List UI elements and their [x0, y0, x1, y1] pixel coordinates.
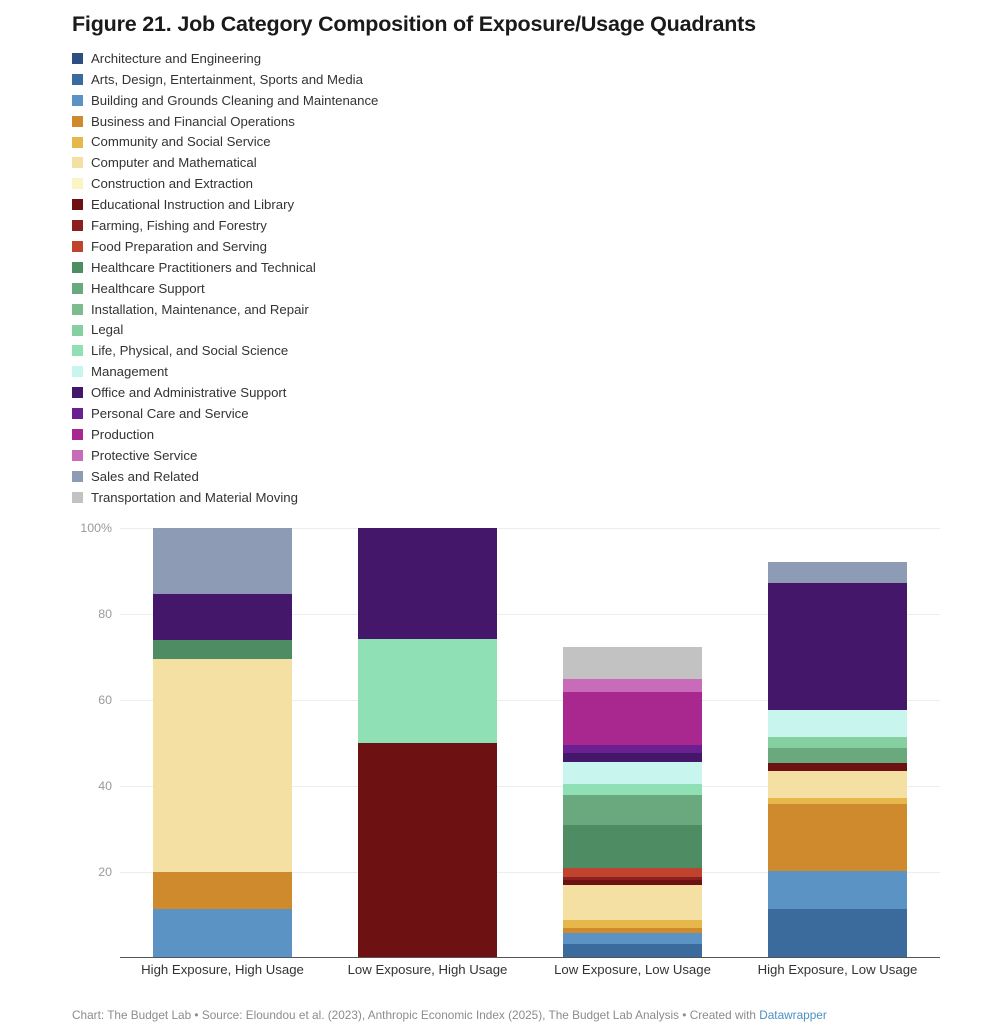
legend-swatch-icon [72, 262, 83, 273]
y-axis [72, 521, 120, 958]
legend-item[interactable] [72, 132, 772, 153]
stacked-bar[interactable] [768, 528, 907, 958]
legend-swatch-icon [72, 387, 83, 398]
legend-item-label: Legal [91, 322, 124, 338]
legend-item[interactable] [72, 278, 772, 299]
bar-segment[interactable] [563, 784, 702, 796]
legend-item[interactable] [72, 487, 772, 508]
legend-item-label: Community and Social Service [91, 134, 271, 150]
y-axis-tick-label: 60 [98, 693, 112, 707]
legend-swatch-icon [72, 137, 83, 148]
legend-item[interactable] [72, 215, 772, 236]
legend-item-label: Sales and Related [91, 468, 199, 484]
y-axis-tick-label: 40 [98, 779, 112, 793]
stacked-bar[interactable] [563, 528, 702, 958]
y-axis-tick-label: 80 [98, 607, 112, 621]
legend-item[interactable] [72, 340, 772, 361]
legend-item-label: Arts, Design, Entertainment, Sports and Media [91, 71, 363, 87]
bar-segment[interactable] [563, 753, 702, 762]
legend-swatch-icon [72, 178, 83, 189]
legend-item-label: Transportation and Material Moving [91, 489, 298, 505]
bar-segment[interactable] [768, 737, 907, 748]
bar-segment[interactable] [563, 745, 702, 753]
bar-slot [325, 528, 530, 958]
bar-segment[interactable] [358, 528, 497, 639]
bar-segment[interactable] [563, 647, 702, 679]
datawrapper-link[interactable]: Datawrapper [759, 1008, 827, 1022]
bar-segment[interactable] [768, 771, 907, 798]
legend-swatch-icon [72, 220, 83, 231]
legend-item[interactable] [72, 236, 772, 257]
legend-item-label: Farming, Fishing and Forestry [91, 217, 267, 233]
legend-item-label: Production [91, 426, 155, 442]
legend-swatch-icon [72, 95, 83, 106]
bar-segment[interactable] [768, 748, 907, 763]
legend-swatch-icon [72, 408, 83, 419]
legend-item-label: Personal Care and Service [91, 405, 249, 421]
stacked-bar[interactable] [358, 528, 497, 958]
bar-segment[interactable] [153, 659, 292, 872]
legend-item[interactable] [72, 382, 772, 403]
bar-group [120, 528, 940, 958]
bar-segment[interactable] [768, 909, 907, 958]
y-axis-tick-label: 20 [98, 865, 112, 879]
legend-item[interactable] [72, 194, 772, 215]
x-axis-line [120, 957, 940, 958]
bar-segment[interactable] [563, 868, 702, 877]
chart-footer [72, 1008, 827, 1022]
legend-item[interactable] [72, 90, 772, 111]
legend-swatch-icon [72, 157, 83, 168]
legend-item-label: Business and Financial Operations [91, 113, 295, 129]
legend-item-label: Healthcare Support [91, 280, 205, 296]
legend-swatch-icon [72, 345, 83, 356]
bar-segment[interactable] [768, 763, 907, 772]
bar-segment[interactable] [563, 692, 702, 745]
legend-item-label: Food Preparation and Serving [91, 238, 267, 254]
legend-item[interactable] [72, 424, 772, 445]
legend-item-label: Office and Administrative Support [91, 385, 287, 401]
bar-segment[interactable] [563, 825, 702, 868]
legend-item[interactable] [72, 111, 772, 132]
x-axis-tick-label: Low Exposure, High Usage [347, 962, 508, 977]
bar-segment[interactable] [563, 679, 702, 691]
plot-area [72, 521, 940, 958]
bar-segment[interactable] [768, 710, 907, 737]
legend-swatch-icon [72, 471, 83, 482]
bar-segment[interactable] [563, 920, 702, 928]
legend-swatch-icon [72, 450, 83, 461]
bar-segment[interactable] [153, 872, 292, 910]
bar-segment[interactable] [563, 933, 702, 944]
legend-item-label: Management [91, 364, 168, 380]
legend-item-label: Building and Grounds Cleaning and Maintenance [91, 92, 379, 108]
legend-swatch-icon [72, 53, 83, 64]
bar-segment[interactable] [153, 909, 292, 958]
legend-item[interactable] [72, 299, 772, 320]
legend-item-label: Healthcare Practitioners and Technical [91, 259, 316, 275]
legend-item[interactable] [72, 173, 772, 194]
bar-segment[interactable] [358, 743, 497, 958]
legend-swatch-icon [72, 241, 83, 252]
bar-segment[interactable] [358, 639, 497, 743]
bar-slot [120, 528, 325, 958]
footer-text: Chart: The Budget Lab • Source: Eloundou et al. (2023), Anthropic Economic Index (2025), The Budget Lab Analysis • Created with [72, 1008, 760, 1022]
bar-segment[interactable] [768, 804, 907, 871]
x-axis-tick-label: Low Exposure, Low Usage [554, 962, 711, 977]
legend-swatch-icon [72, 304, 83, 315]
legend-swatch-icon [72, 492, 83, 503]
bar-segment[interactable] [153, 640, 292, 658]
legend-item[interactable] [72, 403, 772, 424]
legend-item-label: Installation, Maintenance, and Repair [91, 301, 309, 317]
bar-segment[interactable] [563, 795, 702, 825]
legend-swatch-icon [72, 283, 83, 294]
x-axis-tick-label: High Exposure, Low Usage [757, 962, 918, 977]
bar-segment[interactable] [563, 762, 702, 783]
x-axis-tick-label: High Exposure, High Usage [141, 962, 304, 977]
bar-slot [530, 528, 735, 958]
legend-item[interactable] [72, 152, 772, 173]
legend-swatch-icon [72, 116, 83, 127]
legend-swatch-icon [72, 429, 83, 440]
legend-item[interactable] [72, 69, 772, 90]
stacked-bar[interactable] [153, 528, 292, 958]
legend-item-label: Computer and Mathematical [91, 155, 257, 171]
bar-slot [735, 528, 940, 958]
x-axis-labels [120, 962, 940, 977]
bar-segment[interactable] [563, 885, 702, 920]
legend-item[interactable] [72, 361, 772, 382]
legend-swatch-icon [72, 199, 83, 210]
bar-segment[interactable] [768, 562, 907, 582]
legend-item[interactable] [72, 445, 772, 466]
legend-item-label: Life, Physical, and Social Science [91, 343, 289, 359]
legend-item[interactable] [72, 466, 772, 487]
legend-item-label: Protective Service [91, 447, 198, 463]
bar-segment[interactable] [153, 528, 292, 594]
legend-swatch-icon [72, 325, 83, 336]
bar-segment[interactable] [563, 944, 702, 958]
legend-swatch-icon [72, 366, 83, 377]
legend-item[interactable] [72, 48, 772, 69]
legend-item-label: Construction and Extraction [91, 176, 253, 192]
y-axis-tick-label: 100% [80, 521, 112, 535]
bar-segment[interactable] [768, 583, 907, 710]
legend-item[interactable] [72, 257, 772, 278]
bar-segment[interactable] [768, 871, 907, 910]
bar-segment[interactable] [153, 594, 292, 640]
chart-legend [72, 48, 772, 508]
legend-swatch-icon [72, 74, 83, 85]
page-title: Figure 21. Job Category Composition of Exposure/Usage Quadrants [72, 12, 756, 36]
legend-item-label: Architecture and Engineering [91, 50, 262, 66]
legend-item-label: Educational Instruction and Library [91, 197, 295, 213]
legend-item[interactable] [72, 320, 772, 341]
